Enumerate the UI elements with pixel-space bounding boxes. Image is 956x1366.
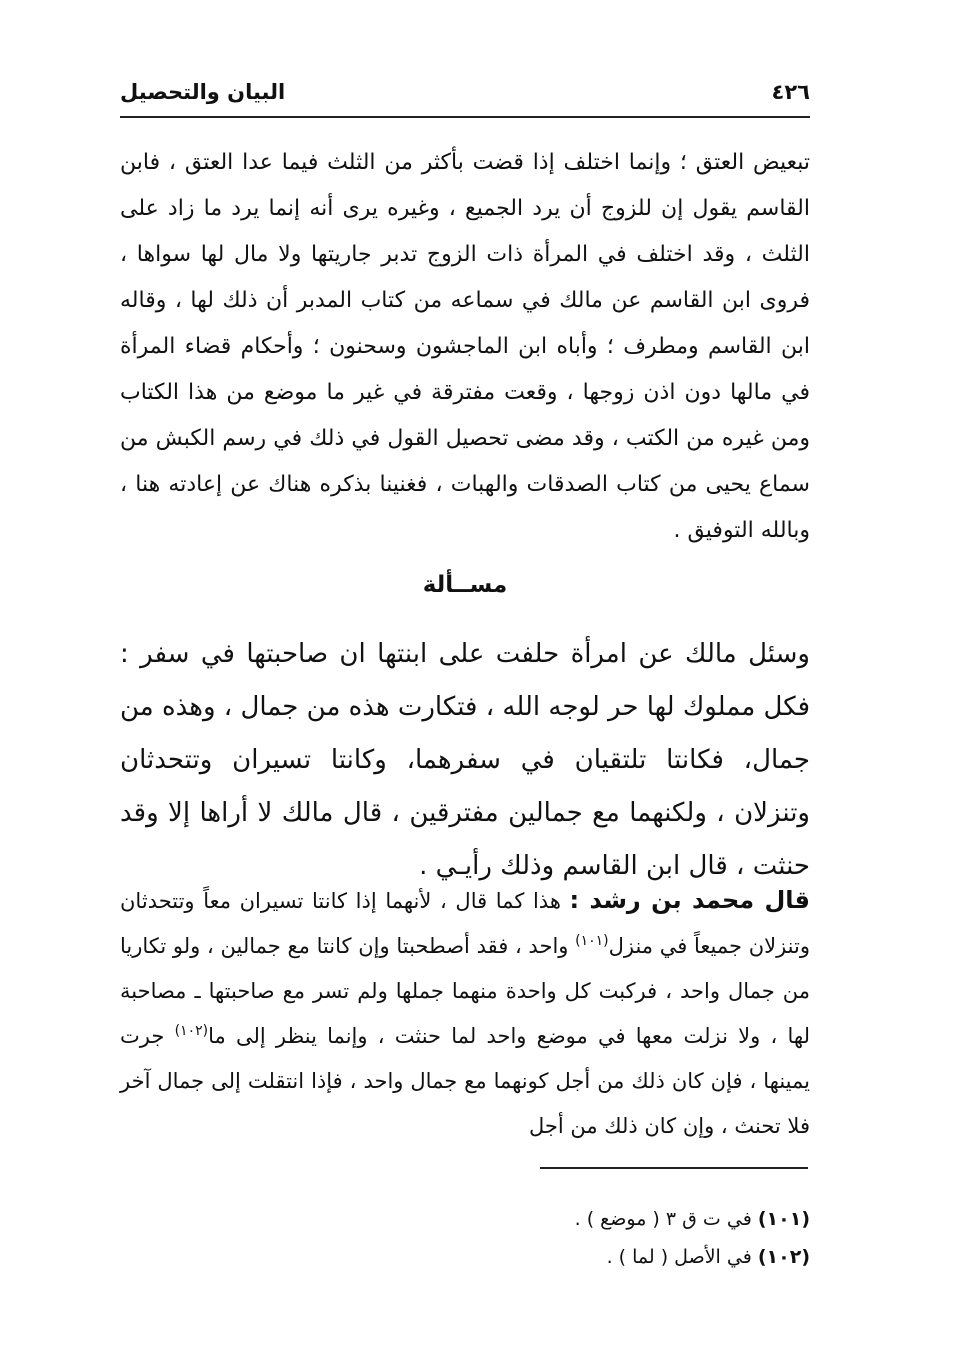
footnote-rule: [540, 1167, 808, 1169]
page-number: ٤٢٦: [771, 80, 810, 104]
footnote-ref-101: (١٠١): [575, 933, 609, 949]
footnote-ref-102: (١٠٢): [174, 1023, 209, 1039]
paragraph-3: [120, 878, 810, 1149]
footnote-text: في الأصل ( لما ) .: [606, 1246, 758, 1268]
paragraph-3-lead: قال محمد بن رشد :: [569, 886, 810, 914]
section-heading: مســألة: [422, 572, 508, 598]
footnote-101: [120, 1200, 810, 1238]
footnote-number: (١٠١): [757, 1208, 810, 1230]
header-rule: [120, 116, 810, 118]
paragraph-2: وسئل مالك عن امرأة حلفت على ابنتها ان صاحبتها في سفر : فكل مملوك لها حر لوجه الله ، فتكارت هذه من جمال ، وهذه من جمال، فكانتا تلتقيان في سفرهما، وكانتا تسيران وتتحدثان وتنزلان ، ولكنهما مع جمالين مفترقين ، قال مالك لا أراها إلا وقد حنثت ، قال ابن القاسم وذلك رأيـي .: [120, 639, 810, 881]
paragraph-3-part-1: هذا كما قال ، لأنهما إذا كانتا تسيران معاً وتتحدثان وتنزلان جميعاً في منزل: [120, 889, 810, 958]
footnote-number: (١٠٢): [757, 1246, 810, 1268]
book-title: البيان والتحصيل: [120, 80, 286, 104]
footnote-102: [120, 1238, 810, 1276]
footnote-text: في ت ق ٣ ( موضع ) .: [574, 1208, 758, 1230]
footnotes: [120, 1200, 810, 1276]
paragraph-3-part-3: جرت يمينها ، فإن كان ذلك من أجل كونهما مع جمال واحد ، فإذا انتقلت إلى جمال آخر فلا تحنث ، وإن كان ذلك من أجل: [120, 1024, 810, 1138]
paragraph-3-part-2: واحد ، فقد أصطحبتا وإن كانتا مع جمالين ، ولو تكاريا من جمال واحد ، فركبت كل واحدة منهما جملها ولم تسر مع صاحبتها ـ مصاحبة لها ، ولا نزلت معها في موضع واحد لما حنثت ، وإنما ينظر إلى ما: [120, 934, 811, 1048]
running-header: [120, 72, 810, 112]
paragraph-1: تبعيض العتق ؛ وإنما اختلف إذا قضت بأكثر من الثلث فيما عدا العتق ، فابن القاسم يقول إن للزوج أن يرد الجميع ، وغيره يرى أنه إنما يرد ما زاد على الثلث ، وقد اختلف في المرأة ذات الزوج تدبر جاريتها ولا مال لها سواها ، فروى ابن القاسم عن مالك في سماعه من كتاب المدبر أن ذلك لها ، وقاله ابن القاسم ومطرف ؛ وأباه ابن الماجشون وسحنون ؛ وأحكام قضاء المرأة في مالها دون اذن زوجها ، وقعت مفترقة في غير ما موضع من هذا الكتاب ومن غيره من الكتب ، وقد مضى تحصيل القول في ذلك في رسم الكبش من سماع يحيى من كتاب الصدقات والهبات ، فغنينا بذكره هناك عن إعادته هنا ، وبالله التوفيق .: [120, 150, 810, 543]
